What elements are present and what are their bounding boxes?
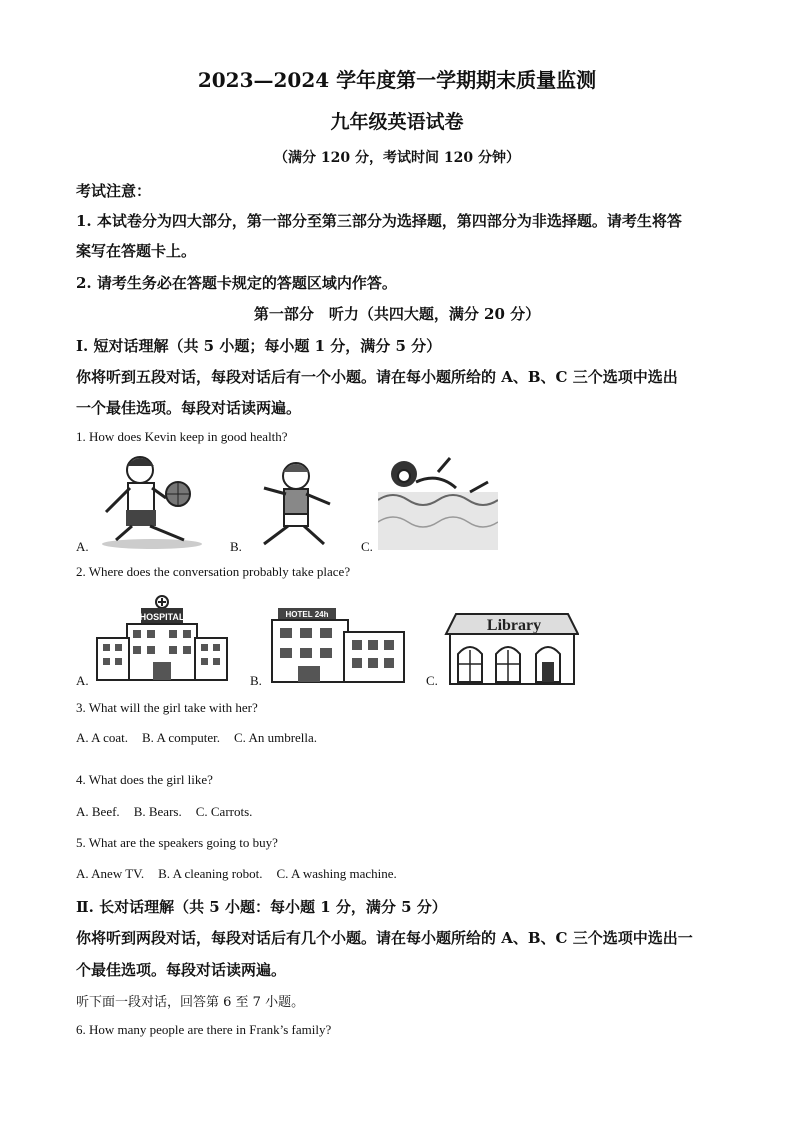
q3-option-a: A. A coat. bbox=[76, 730, 128, 745]
swimmer-image bbox=[378, 452, 498, 550]
question-3: 3. What will the girl take with her? bbox=[76, 700, 258, 715]
q5-option-c: C. A washing machine. bbox=[276, 866, 397, 881]
section2-instruction-cont: 个最佳选项。每段对话读两遍。 bbox=[76, 961, 287, 979]
q5-option-a: A. Anew TV. bbox=[76, 866, 145, 881]
q2-option-c-label: C. bbox=[426, 673, 438, 688]
question-5: 5. What are the speakers going to buy? bbox=[76, 835, 278, 850]
q3-option-b: B. A computer. bbox=[142, 730, 220, 745]
notice-heading: 考试注意： bbox=[76, 182, 152, 200]
hotel-image bbox=[268, 606, 408, 684]
hospital-sign: HOSPITAL bbox=[139, 612, 185, 622]
library-sign: Library bbox=[486, 617, 542, 634]
question-4-options bbox=[76, 804, 266, 820]
section2-instruction: 你将听到两段对话，每段对话后有几个小题。请在每小题所给的 A、B、C 三个选项中选出一 bbox=[76, 929, 693, 947]
hotel-sign: HOTEL 24h bbox=[285, 610, 329, 619]
question-5-options bbox=[76, 866, 411, 882]
runner-image bbox=[250, 458, 342, 553]
section1-heading: Ⅰ. 短对话理解（共 5 小题；每小题 1 分，满分 5 分） bbox=[76, 337, 442, 355]
library-image bbox=[444, 606, 579, 686]
q1-option-a-label: A. bbox=[76, 539, 89, 554]
part1-heading: 第一部分 听力（共四大题，满分 20 分） bbox=[253, 305, 541, 323]
question-3-options bbox=[76, 730, 331, 746]
q4-option-c: C. Carrots. bbox=[195, 804, 253, 819]
section2-heading: Ⅱ. 长对话理解（共 5 小题：每小题 1 分，满分 5 分） bbox=[76, 898, 447, 916]
q5-option-b: B. A cleaning robot. bbox=[158, 866, 263, 881]
section1-instruction-cont: 一个最佳选项。每段对话读两遍。 bbox=[76, 399, 302, 417]
question-4: 4. What does the girl like? bbox=[76, 772, 213, 787]
question-2: 2. Where does the conversation probably take place? bbox=[76, 564, 351, 579]
question-6: 6. How many people are there in Frank’s family? bbox=[76, 1022, 332, 1037]
notice-item-1-cont: 案写在答题卡上。 bbox=[76, 242, 197, 260]
q2-option-a-label: A. bbox=[76, 673, 89, 688]
exam-subtitle: 九年级英语试卷 bbox=[330, 111, 464, 133]
q4-option-a: A. Beef. bbox=[76, 804, 120, 819]
section1-instruction: 你将听到五段对话，每段对话后有一个小题。请在每小题所给的 A、B、C 三个选项中选出 bbox=[76, 368, 678, 386]
score-info: （满分 120 分，考试时间 120 分钟） bbox=[274, 150, 520, 166]
exam-title: 2023—2024 学年度第一学期期末质量监测 bbox=[197, 68, 597, 92]
q3-option-c: C. An umbrella. bbox=[234, 730, 318, 745]
basketball-player-image bbox=[92, 452, 207, 550]
q2-option-b-label: B. bbox=[250, 673, 262, 688]
notice-item-2: 2. 请考生务必在答题卡规定的答题区域内作答。 bbox=[76, 274, 397, 292]
question-1: 1. How does Kevin keep in good health? bbox=[76, 429, 288, 444]
q4-option-b: B. Bears. bbox=[133, 804, 182, 819]
q1-option-b-label: B. bbox=[230, 539, 242, 554]
section2-sub-instruction: 听下面一段对话，回答第 6 至 7 小题。 bbox=[76, 995, 305, 1010]
q1-option-c-label: C. bbox=[361, 539, 373, 554]
notice-item-1: 1. 本试卷分为四大部分，第一部分至第三部分为选择题，第四部分为非选择题。请考生将答 bbox=[76, 212, 682, 230]
hospital-image bbox=[95, 594, 230, 684]
